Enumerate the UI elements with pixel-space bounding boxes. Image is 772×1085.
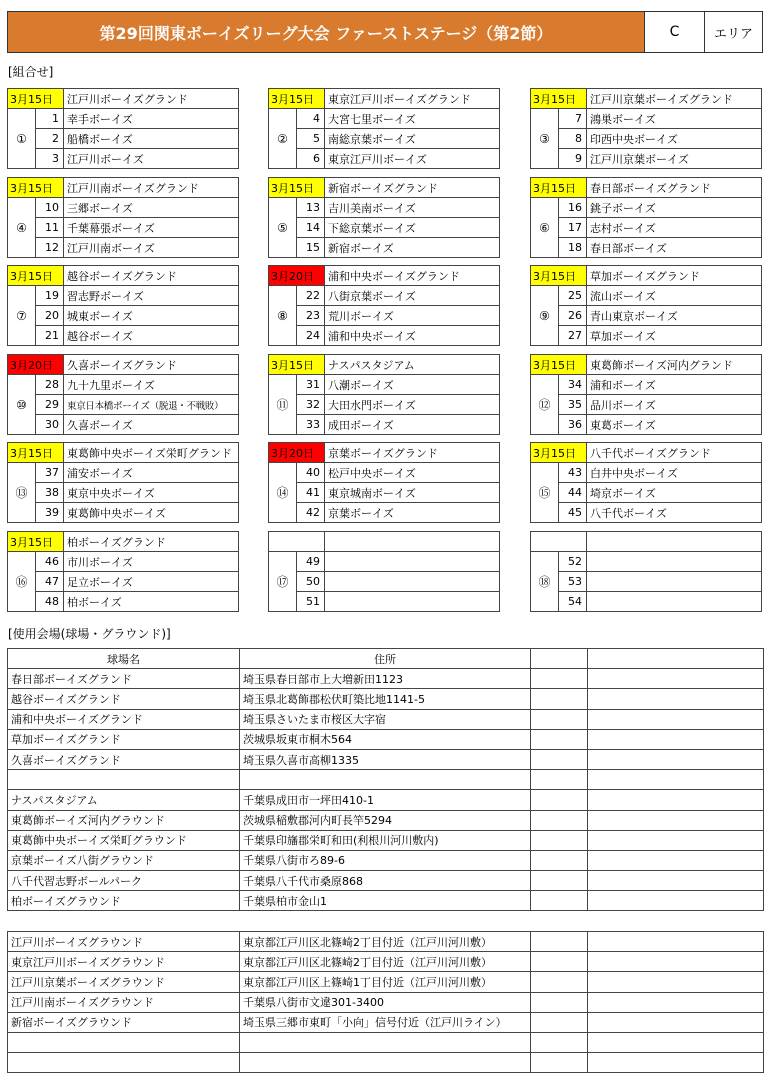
team-name: 幸手ボーイズ (64, 109, 239, 129)
team-name: 東京中央ボーイズ (64, 483, 239, 503)
blank-cell (588, 1032, 764, 1052)
ground-name: 京葉ボーイズ八街グラウンド (8, 850, 240, 870)
team-name: 埼京ボーイズ (587, 483, 762, 503)
matchup-group (530, 531, 762, 612)
ground-address: 千葉県八街市文違301-3400 (240, 992, 531, 1012)
team-name (325, 552, 500, 572)
ground-address: 埼玉県久喜市高柳1335 (240, 749, 531, 769)
ground-name: 東京江戸川ボーイズグラウンド (8, 952, 240, 972)
team-name: 八千代ボーイズ (587, 503, 762, 523)
team-number: 47 (36, 572, 64, 592)
team-name: 白井中央ボーイズ (587, 463, 762, 483)
team-number: 51 (297, 592, 325, 612)
team-number: 46 (36, 552, 64, 572)
team-name: 東葛ボーイズ (587, 415, 762, 435)
ground-name: 越谷ボーイズグランド (8, 689, 240, 709)
blank-cell (531, 871, 588, 891)
match-venue: 江戸川南ボーイズグランド (64, 178, 239, 198)
matchup-group (530, 88, 762, 169)
ground-name: 江戸川南ボーイズグラウンド (8, 992, 240, 1012)
match-date (531, 532, 587, 552)
venue-row (8, 749, 764, 769)
ground-address: 茨城県稲敷郡河内町長竿5294 (240, 810, 531, 830)
ground-address: 千葉県柏市金山1 (240, 891, 531, 911)
team-name: 東京城南ボーイズ (325, 483, 500, 503)
ground-address (240, 770, 531, 790)
group-number: ⑫ (531, 375, 559, 435)
venue-row (8, 972, 764, 992)
team-number: 43 (559, 463, 587, 483)
team-number: 42 (297, 503, 325, 523)
ground-name: 久喜ボーイズグランド (8, 749, 240, 769)
matchup-group (530, 354, 762, 435)
team-number: 33 (297, 415, 325, 435)
group-number: ⑤ (269, 198, 297, 258)
match-date: 3月15日 (8, 532, 64, 552)
venue-row (8, 709, 764, 729)
ground-address: 東京都江戸川区北篠崎2丁目付近（江戸川河川敷） (240, 932, 531, 952)
blank-cell (588, 770, 764, 790)
blank-cell (531, 729, 588, 749)
team-name: 春日部ボーイズ (587, 238, 762, 258)
matchup-group (268, 354, 500, 435)
match-venue (587, 532, 762, 552)
team-name: 東京江戸川ボーイズ (325, 149, 500, 169)
match-date: 3月15日 (531, 266, 587, 286)
blank-cell (531, 952, 588, 972)
blank-cell (588, 1053, 764, 1073)
team-name: 千葉幕張ボーイズ (64, 218, 239, 238)
team-name: 東京日本橋ボーイズ（脱退・不戦敗） (64, 395, 239, 415)
team-number: 37 (36, 463, 64, 483)
ground-name: 江戸川京葉ボーイズグラウンド (8, 972, 240, 992)
team-number: 6 (297, 149, 325, 169)
venue-row (8, 932, 764, 952)
team-number: 8 (559, 129, 587, 149)
team-number: 52 (559, 552, 587, 572)
ground-name: 浦和中央ボーイズグランド (8, 709, 240, 729)
group-number: ① (8, 109, 36, 169)
match-date: 3月15日 (269, 89, 325, 109)
match-date: 3月15日 (531, 178, 587, 198)
match-venue: 東葛飾中央ボーイズ栄町グランド (64, 443, 239, 463)
team-name: 江戸川南ボーイズ (64, 238, 239, 258)
team-name: 松戸中央ボーイズ (325, 463, 500, 483)
team-number: 26 (559, 306, 587, 326)
ground-name (8, 770, 240, 790)
blank-cell (588, 850, 764, 870)
blank-cell (588, 891, 764, 911)
venue-row (8, 891, 764, 911)
blank-cell (588, 709, 764, 729)
team-name: 三郷ボーイズ (64, 198, 239, 218)
blank-cell (531, 790, 588, 810)
group-number: ④ (8, 198, 36, 258)
venue-table-2 (7, 931, 763, 1073)
team-number: 41 (297, 483, 325, 503)
match-venue: 春日部ボーイズグランド (587, 178, 762, 198)
ground-name (8, 1053, 240, 1073)
matchup-group (530, 442, 762, 523)
column-header-blank (588, 649, 764, 669)
team-number: 40 (297, 463, 325, 483)
ground-address: 埼玉県北葛飾郡松伏町築比地1141-5 (240, 689, 531, 709)
team-name: 銚子ボーイズ (587, 198, 762, 218)
match-venue: 江戸川ボーイズグランド (64, 89, 239, 109)
group-number: ⑮ (531, 463, 559, 523)
ground-address: 東京都江戸川区北篠崎2丁目付近（江戸川河川敷） (240, 952, 531, 972)
team-number: 3 (36, 149, 64, 169)
team-number: 50 (297, 572, 325, 592)
group-number: ⑥ (531, 198, 559, 258)
team-name: 浦安ボーイズ (64, 463, 239, 483)
venue-row (8, 669, 764, 689)
blank-cell (531, 830, 588, 850)
ground-address: 埼玉県さいたま市桜区大字宿 (240, 709, 531, 729)
group-number: ⑯ (8, 552, 36, 612)
team-number: 30 (36, 415, 64, 435)
match-date: 3月15日 (269, 355, 325, 375)
match-date: 3月15日 (531, 355, 587, 375)
group-number: ⑬ (8, 463, 36, 523)
team-name: 江戸川ボーイズ (64, 149, 239, 169)
blank-cell (588, 810, 764, 830)
team-number: 1 (36, 109, 64, 129)
team-name: 九十九里ボーイズ (64, 375, 239, 395)
team-name (587, 552, 762, 572)
team-name: 江戸川京葉ボーイズ (587, 149, 762, 169)
matchup-group (268, 88, 500, 169)
team-number: 49 (297, 552, 325, 572)
team-name: 浦和ボーイズ (587, 375, 762, 395)
team-name: 荒川ボーイズ (325, 306, 500, 326)
match-date: 3月15日 (269, 178, 325, 198)
team-name: 越谷ボーイズ (64, 326, 239, 346)
ground-address: 千葉県八街市ろ89-6 (240, 850, 531, 870)
team-number: 29 (36, 395, 64, 415)
ground-address: 茨城県坂東市桐木564 (240, 729, 531, 749)
team-number: 9 (559, 149, 587, 169)
group-number: ⑦ (8, 286, 36, 346)
team-number: 32 (297, 395, 325, 415)
match-date: 3月15日 (8, 443, 64, 463)
blank-cell (588, 669, 764, 689)
ground-address: 東京都江戸川区上篠崎1丁目付近（江戸川河川敷） (240, 972, 531, 992)
team-number: 35 (559, 395, 587, 415)
ground-address: 千葉県成田市一坪田410-1 (240, 790, 531, 810)
venue-row (8, 810, 764, 830)
team-name: 青山東京ボーイズ (587, 306, 762, 326)
page-header (7, 11, 763, 53)
ground-name: 春日部ボーイズグランド (8, 669, 240, 689)
group-number: ⑩ (8, 375, 36, 435)
blank-cell (588, 729, 764, 749)
team-number: 16 (559, 198, 587, 218)
ground-name (8, 1032, 240, 1052)
blank-cell (531, 992, 588, 1012)
blank-cell (588, 1012, 764, 1032)
matchup-group (268, 442, 500, 523)
match-venue: 浦和中央ボーイズグランド (325, 266, 500, 286)
match-date: 3月15日 (531, 89, 587, 109)
group-number: ⑨ (531, 286, 559, 346)
team-name: 南総京葉ボーイズ (325, 129, 500, 149)
blank-cell (588, 749, 764, 769)
venue-row (8, 871, 764, 891)
match-venue (325, 532, 500, 552)
blank-cell (531, 1012, 588, 1032)
blank-cell (531, 770, 588, 790)
team-number: 22 (297, 286, 325, 306)
matchup-group (530, 177, 762, 258)
team-number: 28 (36, 375, 64, 395)
ground-address: 千葉県八千代市桑原868 (240, 871, 531, 891)
blank-cell (588, 830, 764, 850)
team-name: 下総京葉ボーイズ (325, 218, 500, 238)
group-number: ⑰ (269, 552, 297, 612)
team-number: 39 (36, 503, 64, 523)
team-number: 54 (559, 592, 587, 612)
blank-cell (531, 749, 588, 769)
matchup-group (7, 265, 239, 346)
match-venue: 東葛飾ボーイズ河内グランド (587, 355, 762, 375)
match-venue: 久喜ボーイズグランド (64, 355, 239, 375)
match-venue: 江戸川京葉ボーイズグランド (587, 89, 762, 109)
team-number: 20 (36, 306, 64, 326)
ground-address: 埼玉県三郷市東町「小向」信号付近（江戸川ライン） (240, 1012, 531, 1032)
match-venue: 八千代ボーイズグランド (587, 443, 762, 463)
team-name: 市川ボーイズ (64, 552, 239, 572)
blank-cell (531, 972, 588, 992)
team-number: 12 (36, 238, 64, 258)
match-venue: 草加ボーイズグランド (587, 266, 762, 286)
matchup-group (7, 88, 239, 169)
team-name (587, 572, 762, 592)
blank-cell (531, 669, 588, 689)
team-number: 36 (559, 415, 587, 435)
group-number: ⑱ (531, 552, 559, 612)
team-name: 品川ボーイズ (587, 395, 762, 415)
team-name: 京葉ボーイズ (325, 503, 500, 523)
team-name: 大田水門ボーイズ (325, 395, 500, 415)
ground-address: 千葉県印旛郡栄町和田(利根川河川敷内) (240, 830, 531, 850)
blank-cell (588, 790, 764, 810)
blank-cell (531, 891, 588, 911)
team-name: 城東ボーイズ (64, 306, 239, 326)
blank-cell (531, 689, 588, 709)
matchups-heading: [組合せ] (8, 65, 54, 79)
column-header-ground: 球場名 (8, 649, 240, 669)
team-number: 24 (297, 326, 325, 346)
team-name: 鴻巣ボーイズ (587, 109, 762, 129)
team-number: 21 (36, 326, 64, 346)
team-name: 印西中央ボーイズ (587, 129, 762, 149)
match-date: 3月15日 (531, 443, 587, 463)
group-number: ⑭ (269, 463, 297, 523)
match-date: 3月20日 (269, 266, 325, 286)
match-date: 3月15日 (8, 89, 64, 109)
ground-name: 八千代習志野ボールパーク (8, 871, 240, 891)
blank-cell (588, 932, 764, 952)
blank-cell (531, 1053, 588, 1073)
match-date (269, 532, 325, 552)
team-name: 新宿ボーイズ (325, 238, 500, 258)
match-venue: 京葉ボーイズグランド (325, 443, 500, 463)
venue-row (8, 1032, 764, 1052)
blank-cell (588, 689, 764, 709)
team-name: 成田ボーイズ (325, 415, 500, 435)
venue-row (8, 1053, 764, 1073)
team-number: 7 (559, 109, 587, 129)
team-name (325, 572, 500, 592)
venue-table-header (8, 649, 764, 669)
venue-row (8, 992, 764, 1012)
venue-row (8, 729, 764, 749)
team-name: 流山ボーイズ (587, 286, 762, 306)
matchup-group (7, 442, 239, 523)
team-name: 習志野ボーイズ (64, 286, 239, 306)
group-letter-cell: C (645, 11, 705, 53)
page-title: 第29回関東ボーイズリーグ大会 ファーストステージ（第2節） (7, 11, 645, 53)
venue-row (8, 770, 764, 790)
venue-row (8, 790, 764, 810)
ground-name: 新宿ボーイズグラウンド (8, 1012, 240, 1032)
blank-cell (531, 810, 588, 830)
blank-cell (531, 850, 588, 870)
match-venue: 柏ボーイズグランド (64, 532, 239, 552)
column-header-address: 住所 (240, 649, 531, 669)
venue-row (8, 1012, 764, 1032)
team-number: 13 (297, 198, 325, 218)
matchup-group (7, 531, 239, 612)
team-name: 八街京葉ボーイズ (325, 286, 500, 306)
ground-name: 柏ボーイズグラウンド (8, 891, 240, 911)
match-date: 3月20日 (269, 443, 325, 463)
team-number: 14 (297, 218, 325, 238)
ground-address (240, 1053, 531, 1073)
ground-name: ナスパスタジアム (8, 790, 240, 810)
venue-row (8, 850, 764, 870)
team-number: 31 (297, 375, 325, 395)
venue-row (8, 830, 764, 850)
venue-row (8, 952, 764, 972)
venue-row (8, 689, 764, 709)
match-venue: ナスパスタジアム (325, 355, 500, 375)
column-header-blank (531, 649, 588, 669)
team-number: 19 (36, 286, 64, 306)
matchup-group (7, 177, 239, 258)
team-number: 10 (36, 198, 64, 218)
ground-name: 草加ボーイズグランド (8, 729, 240, 749)
matchup-group (268, 177, 500, 258)
team-name: 船橋ボーイズ (64, 129, 239, 149)
team-number: 25 (559, 286, 587, 306)
matchup-group (268, 265, 500, 346)
ground-name: 江戸川ボーイズグラウンド (8, 932, 240, 952)
blank-cell (531, 1032, 588, 1052)
ground-name: 東葛飾ボーイズ河内グラウンド (8, 810, 240, 830)
team-number: 44 (559, 483, 587, 503)
blank-cell (531, 932, 588, 952)
team-name: 大宮七里ボーイズ (325, 109, 500, 129)
matchup-group (268, 531, 500, 612)
team-name: 柏ボーイズ (64, 592, 239, 612)
blank-cell (588, 952, 764, 972)
team-number: 4 (297, 109, 325, 129)
team-number: 53 (559, 572, 587, 592)
team-number: 15 (297, 238, 325, 258)
matchup-group (7, 354, 239, 435)
venue-table-1 (7, 648, 763, 911)
match-date: 3月15日 (8, 266, 64, 286)
blank-cell (588, 992, 764, 1012)
team-name: 久喜ボーイズ (64, 415, 239, 435)
matchup-group (530, 265, 762, 346)
team-number: 17 (559, 218, 587, 238)
match-venue: 新宿ボーイズグランド (325, 178, 500, 198)
group-number: ② (269, 109, 297, 169)
team-name: 吉川美南ボーイズ (325, 198, 500, 218)
team-number: 5 (297, 129, 325, 149)
match-venue: 越谷ボーイズグランド (64, 266, 239, 286)
team-name: 八潮ボーイズ (325, 375, 500, 395)
blank-cell (588, 871, 764, 891)
team-name: 浦和中央ボーイズ (325, 326, 500, 346)
ground-address: 埼玉県春日部市上大増新田1123 (240, 669, 531, 689)
team-name: 足立ボーイズ (64, 572, 239, 592)
team-number: 45 (559, 503, 587, 523)
group-number: ③ (531, 109, 559, 169)
blank-cell (588, 972, 764, 992)
blank-cell (531, 709, 588, 729)
team-number: 2 (36, 129, 64, 149)
team-number: 27 (559, 326, 587, 346)
match-date: 3月20日 (8, 355, 64, 375)
match-venue: 東京江戸川ボーイズグランド (325, 89, 500, 109)
team-number: 48 (36, 592, 64, 612)
team-name: 草加ボーイズ (587, 326, 762, 346)
ground-address (240, 1032, 531, 1052)
team-number: 38 (36, 483, 64, 503)
group-number: ⑪ (269, 375, 297, 435)
team-number: 23 (297, 306, 325, 326)
team-number: 11 (36, 218, 64, 238)
team-name: 東葛飾中央ボーイズ (64, 503, 239, 523)
group-number: ⑧ (269, 286, 297, 346)
team-name: 志村ボーイズ (587, 218, 762, 238)
match-date: 3月15日 (8, 178, 64, 198)
area-cell: エリア (705, 11, 763, 53)
team-name (587, 592, 762, 612)
ground-name: 東葛飾中央ボーイズ栄町グラウンド (8, 830, 240, 850)
venues-heading: [使用会場(球場・グラウンド)] (8, 627, 171, 641)
team-number: 34 (559, 375, 587, 395)
team-name (325, 592, 500, 612)
team-number: 18 (559, 238, 587, 258)
